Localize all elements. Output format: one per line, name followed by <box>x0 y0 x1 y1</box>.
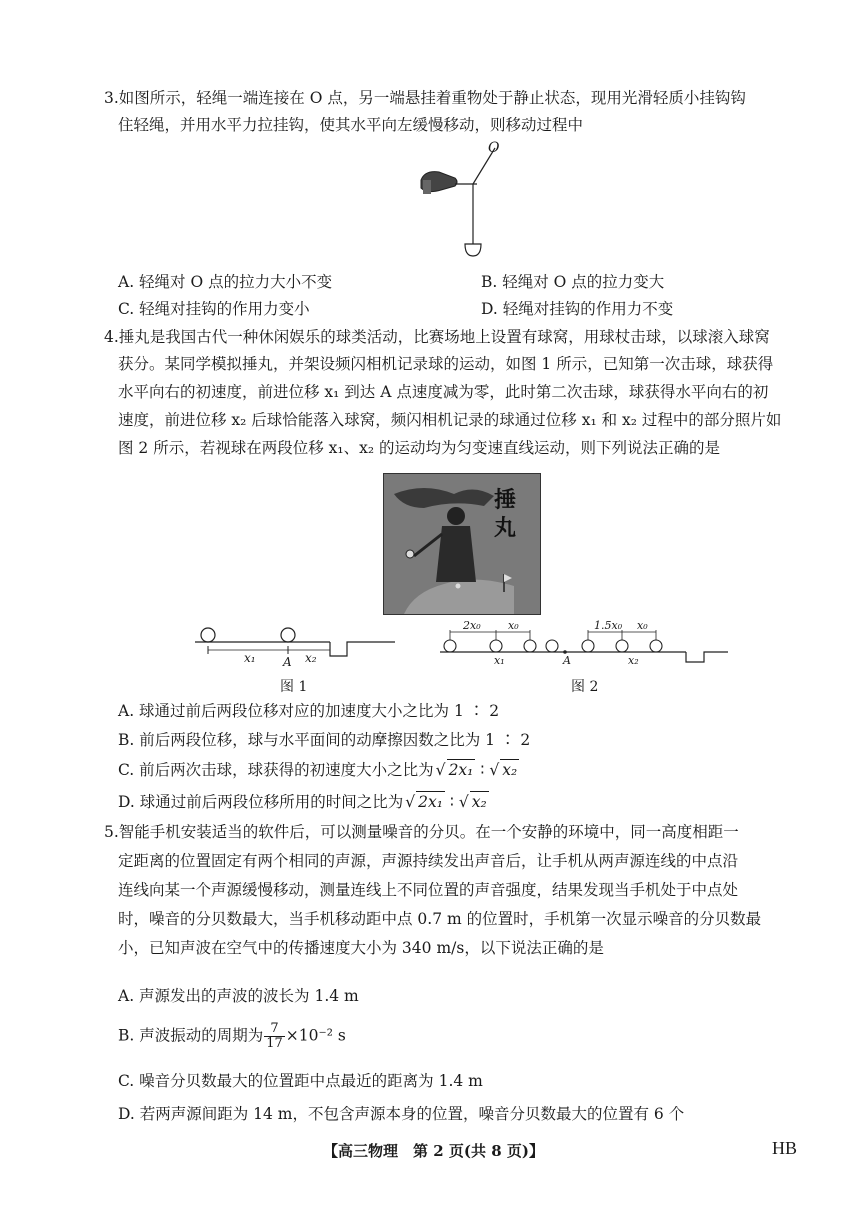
q5-option-b-fraction <box>264 1022 285 1051</box>
q4-option-c-root2: x₂ <box>502 761 518 779</box>
fig1-caption: 图 1 <box>280 679 308 695</box>
fig2-d1-label: 2x₀ <box>463 619 481 632</box>
fig1-x1-label: x₁ <box>244 651 256 665</box>
fig1-a-label: A <box>283 655 292 669</box>
chuiwan-painting <box>383 473 541 615</box>
q4-text-line2: 获分。某同学模拟捶丸，并架设频闪相机记录球的运动，如图 1 所示，已知第一次击球，球获得 <box>118 355 774 373</box>
q4-figure-1 <box>195 620 395 672</box>
q4-option-c-root1: 2x₁ <box>448 761 474 779</box>
q4-option-a: A. 球通过前后两段位移对应的加速度大小之比为 1 ∶ 2 <box>118 702 500 720</box>
q5-option-b-unit: ×10⁻² s <box>285 1026 346 1045</box>
fig2-x2-label: x₂ <box>628 654 639 667</box>
fig2-d3-label: 1.5x₀ <box>594 619 623 632</box>
q4-text-line1: 4.捶丸是我国古代一种休闲娱乐的球类活动，比赛场地上设置有球窝，用球杖击球，以球滚入球窝 <box>104 328 770 346</box>
q4-text-line4: 速度，前进位移 x₂ 后球恰能落入球窝，频闪相机记录的球通过位移 x₁ 和 x₂ 过程中的部分照片如 <box>118 411 782 429</box>
q4-option-d-root1: 2x₁ <box>418 793 443 811</box>
q3-text-line2: 住轻绳，并用水平力拉挂钩，使其水平向左缓慢移动，则移动过程中 <box>118 116 584 134</box>
q4-option-d: D. 球通过前后两段位移所用的时间之比为 √ 2x₁ ∶ √ x₂ <box>118 793 487 811</box>
q4-option-c: C. 前后两次击球，球获得的初速度大小之比为 √ 2x₁ ∶ √ x₂ <box>118 761 518 779</box>
fraction-denominator: 17 <box>266 1036 283 1051</box>
q4-option-d-ratio: ∶ <box>449 793 454 811</box>
q5-option-c: C. 噪音分贝数最大的位置距中点最近的距离为 1.4 m <box>118 1072 483 1090</box>
q3-option-d: D. 轻绳对挂钩的作用力不变 <box>481 300 674 318</box>
q4-option-c-text: C. 前后两次击球，球获得的初速度大小之比为 <box>118 761 434 779</box>
q4-figure-2 <box>438 618 728 668</box>
q3-option-a: A. 轻绳对 O 点的拉力大小不变 <box>118 273 333 291</box>
fig2-a-label: A <box>563 654 571 667</box>
q5-text-line2: 定距离的位置固定有两个相同的声源，声源持续发出声音后，让手机从两声源连线的中点沿 <box>118 852 739 870</box>
q5-option-d: D. 若两声源间距为 14 m，不包含声源本身的位置，噪音分贝数最大的位置有 6 个 <box>118 1105 685 1123</box>
q5-option-b <box>118 1022 346 1051</box>
q4-text-line3: 水平向右的初速度，前进位移 x₁ 到达 A 点速度减为零，此时第二次击球，球获得水平向右的初 <box>118 383 769 401</box>
fraction-numerator: 7 <box>264 1022 285 1037</box>
fig2-caption: 图 2 <box>571 679 599 695</box>
q3-option-b: B. 轻绳对 O 点的拉力变大 <box>481 273 665 291</box>
q4-text-line5: 图 2 所示，若视球在两段位移 x₁、x₂ 的运动均为匀变速直线运动，则下列说法正确的是 <box>118 439 720 457</box>
q4-option-b: B. 前后两段位移，球与水平面间的动摩擦因数之比为 1 ∶ 2 <box>118 731 531 749</box>
painting-title: 捶丸 <box>494 487 517 541</box>
q4-option-c-ratio: ∶ <box>480 761 485 779</box>
q3-option-c: C. 轻绳对挂钩的作用力变小 <box>118 300 310 318</box>
q3-figure <box>415 140 515 260</box>
q5-option-b-text: B. 声波振动的周期为 <box>118 1026 264 1045</box>
fig2-x1-label: x₁ <box>494 654 505 667</box>
weight-icon <box>465 244 481 256</box>
page-footer: 【高三物理 第 2 页(共 8 页)】 <box>323 1142 544 1160</box>
q4-option-d-text: D. 球通过前后两段位移所用的时间之比为 <box>118 793 404 811</box>
q3-label-O: O <box>488 140 500 156</box>
q4-option-d-root2: x₂ <box>471 793 487 811</box>
q3-text-line1: 3.如图所示，轻绳一端连接在 O 点，另一端悬挂着重物处于静止状态，现用光滑轻质小挂钩钩 <box>104 89 746 107</box>
q5-text-line5: 小，已知声波在空气中的传播速度大小为 340 m/s，以下说法正确的是 <box>118 939 604 957</box>
fig2-d4-label: x₀ <box>637 619 648 632</box>
q5-text-line3: 连线向某一个声源缓慢移动，测量连线上不同位置的声音强度，结果发现当手机处于中点处 <box>118 881 739 899</box>
q5-option-a: A. 声源发出的声波的波长为 1.4 m <box>118 987 359 1005</box>
hand-icon <box>421 172 457 194</box>
q5-text-line1: 5.智能手机安装适当的软件后，可以测量噪音的分贝。在一个安静的环境中，同一高度相距一 <box>104 823 739 841</box>
fig1-x2-label: x₂ <box>305 651 317 665</box>
fig2-d2-label: x₀ <box>508 619 519 632</box>
paper-code: HB <box>772 1138 798 1158</box>
q5-text-line4: 时，噪音的分贝数最大，当手机移动距中点 0.7 m 的位置时，手机第一次显示噪音的分贝数最 <box>118 910 762 928</box>
